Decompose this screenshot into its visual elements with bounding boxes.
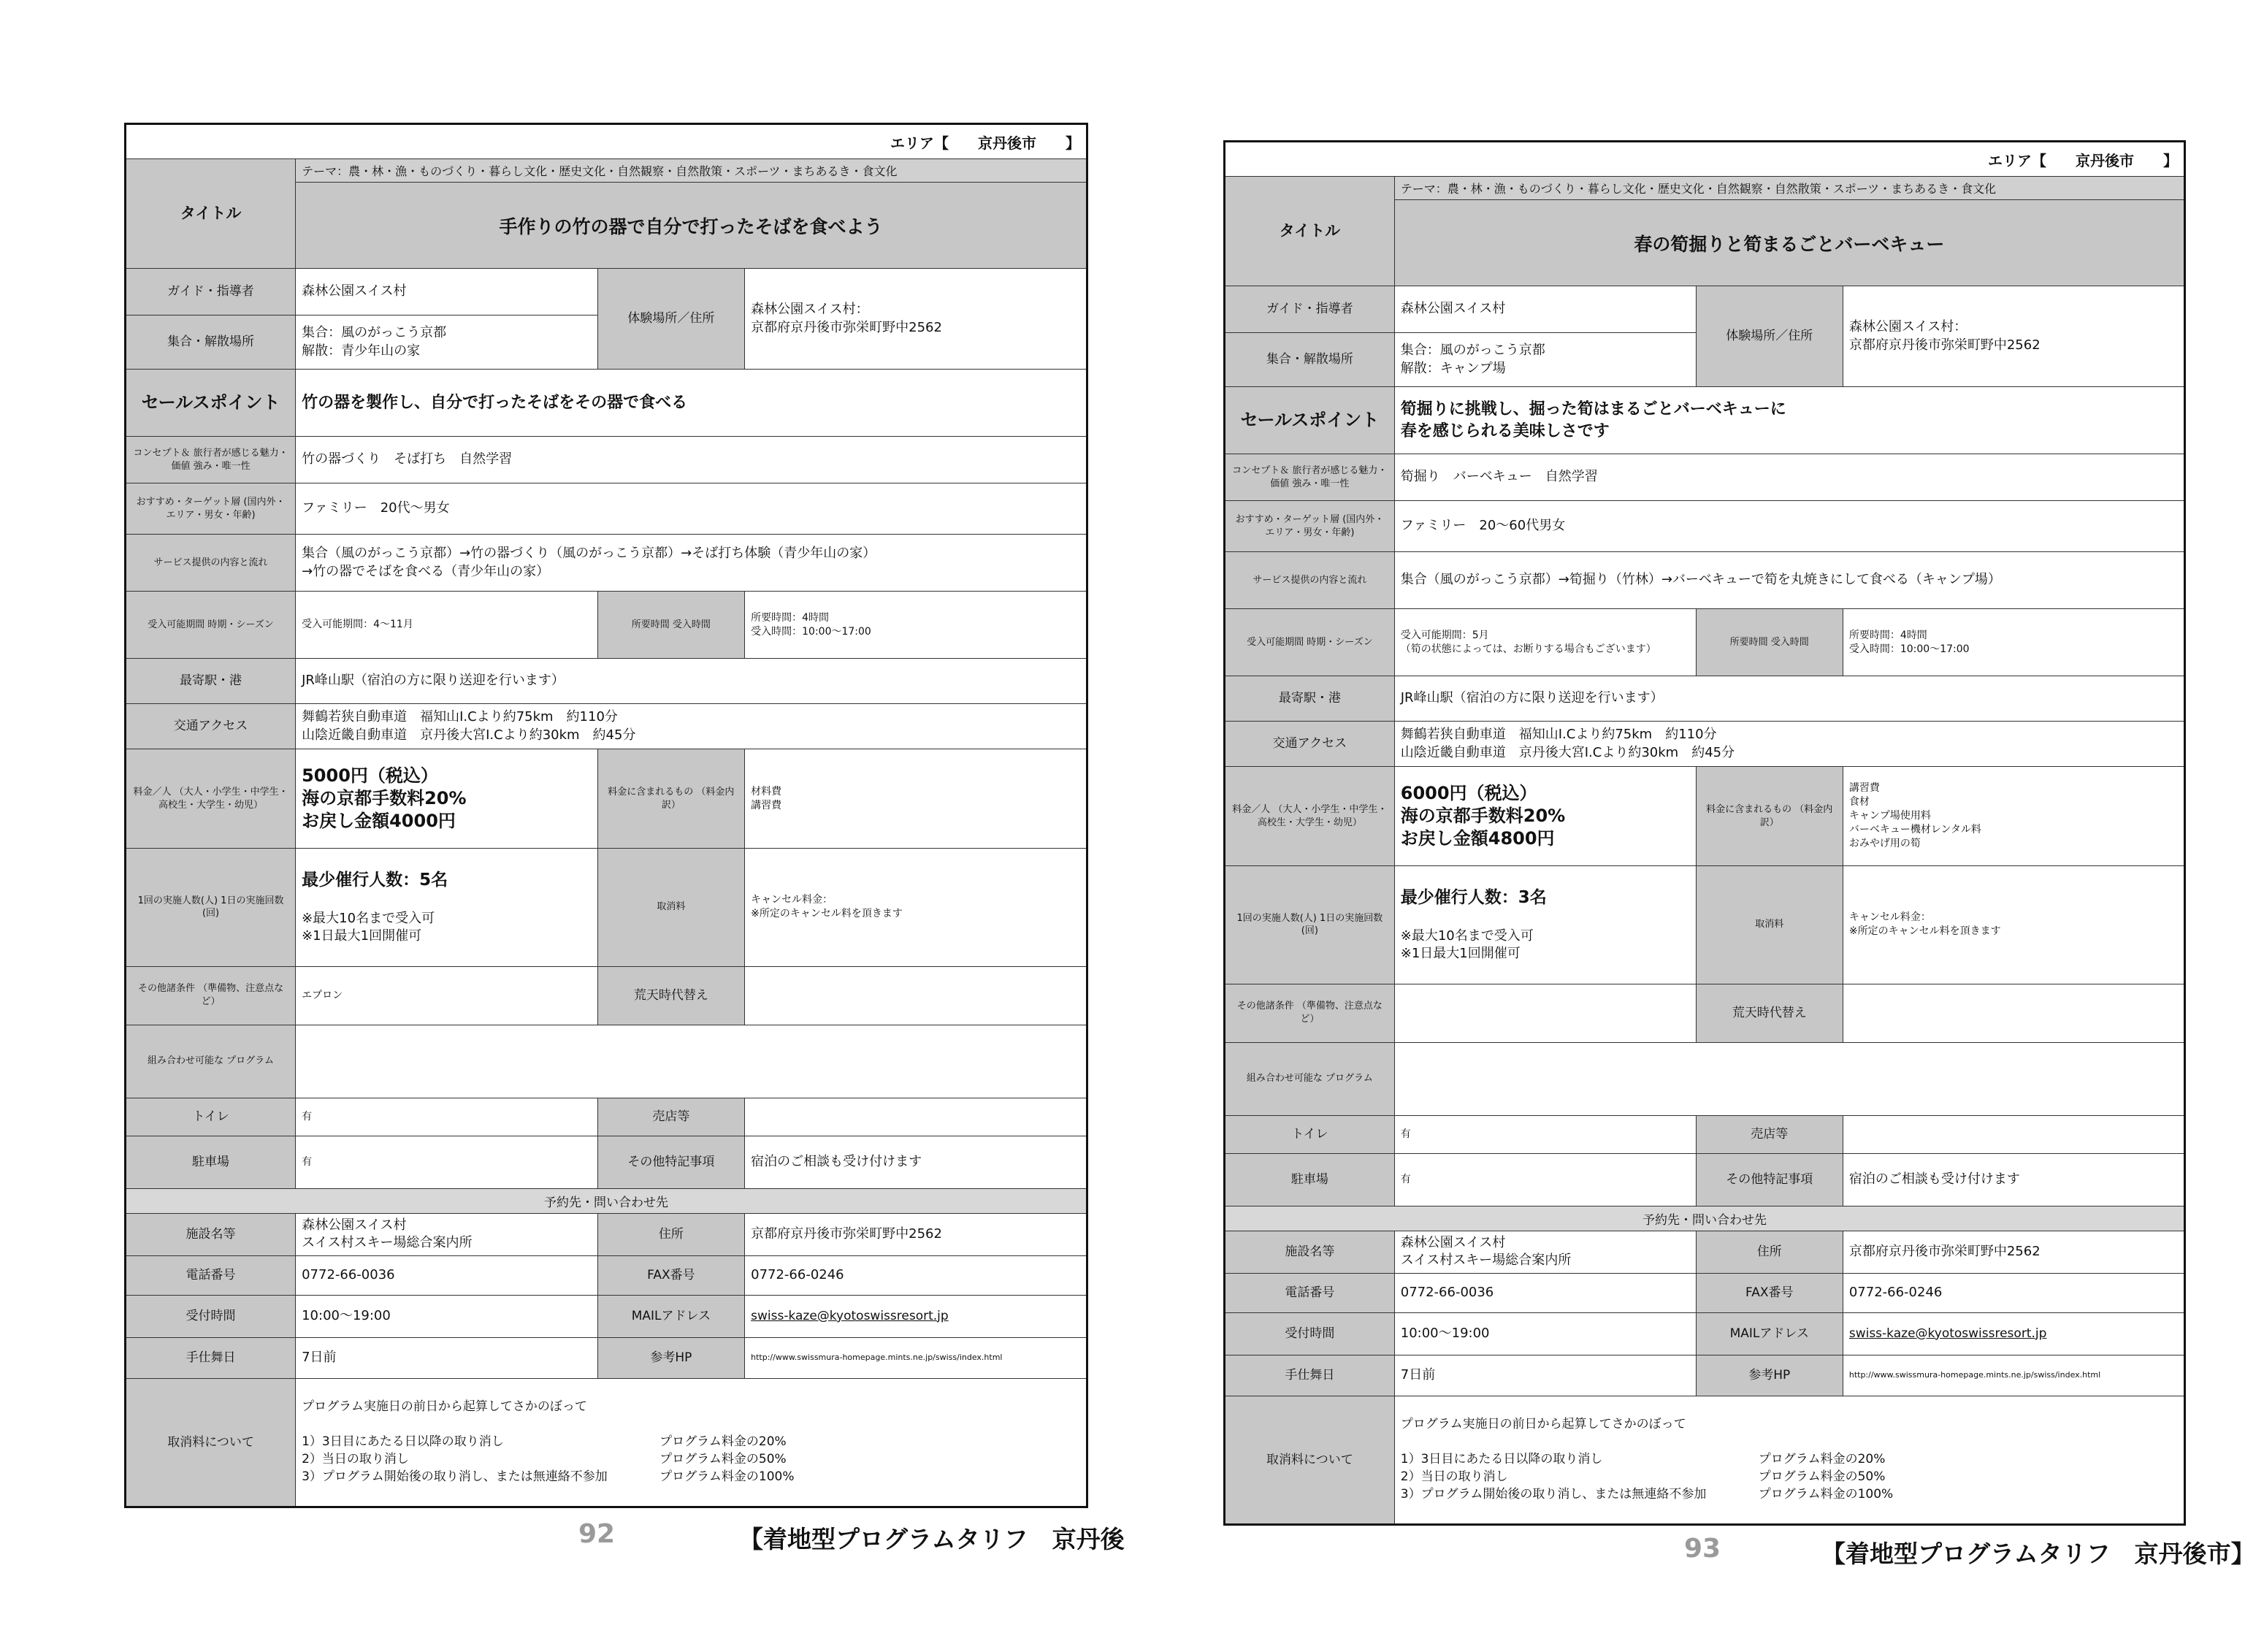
address-value: 京都府京丹後市弥栄町野中2562 [1843,1231,2184,1273]
rain-value [745,966,1087,1025]
concept-value: 筍掘り バーベキュー 自然学習 [1394,454,2184,501]
tariff-form [124,123,1088,1508]
title-label: タイトル [126,159,296,269]
mail-label: MAILアドレス [1696,1312,1843,1355]
tariff-form [1223,140,2186,1526]
includes-value: 材料費 講習費 [745,749,1087,849]
hp-link[interactable]: http://www.swissmura-homepage.mints.ne.jp/swiss/index.html [745,1337,1087,1378]
target-label: おすすめ・ターゲット層 (国内外・エリア・男女・年齢) [126,483,296,535]
combo-label: 組み合わせ可能な プログラム [126,1025,296,1098]
rain-label: 荒天時代替え [597,966,745,1025]
toilet-value: 有 [296,1098,598,1136]
shop-label: 売店等 [1696,1115,1843,1153]
includes-label: 料金に含まれるもの （料金内訳） [597,749,745,849]
access-value: 舞鶴若狭自動車道 福知山I.Cより約75km 約110分 山陰近畿自動車道 京丹後大宮I.Cより約30km 約45分 [296,704,1087,749]
address-label: 住所 [1696,1231,1843,1273]
cancel-condition: 1）3日目にあたる日以降の取り消し [302,1434,504,1449]
page-number-left: 92 [578,1519,616,1549]
cancel-rate: プログラム料金の50% [659,1451,787,1466]
sales-label: セールスポイント [126,370,296,437]
people-label: 1回の実施人数(人) 1日の実施回数(回) [126,849,296,967]
cancel-row [1401,1486,2178,1504]
fax-label: FAX番号 [1696,1273,1843,1312]
cancel-policy [296,1378,1087,1507]
cancel-policy [1394,1396,2184,1525]
tel-label: 電話番号 [1225,1273,1395,1312]
station-value: JR峰山駅（宿泊の方に限り送迎を行います） [1394,676,2184,722]
toilet-label: トイレ [126,1098,296,1136]
deadline-label: 手仕舞日 [126,1337,296,1378]
other-value: エプロン [296,966,598,1025]
facility-value: 森林公園スイス村 スイス村スキー場総合案内所 [296,1213,598,1255]
parking-label: 駐車場 [1225,1153,1395,1206]
cancel-intro: プログラム実施日の前日から起算してさかのぼって [1400,1417,1686,1432]
meeting-label: 集合・解散場所 [1225,333,1395,387]
cancel-policy-label: 取消料について [1225,1396,1395,1525]
hours-label: 受付時間 [126,1295,296,1337]
service-label: サービス提供の内容と流れ [1225,552,1395,609]
period-label: 受入可能期間 時期・シーズン [1225,609,1395,676]
cancel-intro: プログラム実施日の前日から起算してさかのぼって [302,1399,587,1415]
address-label: 住所 [597,1213,745,1255]
fee-label: 料金／人 （大人・小学生・中学生・ 高校生・大学生・幼児） [1225,767,1395,866]
fee-value: 6000円（税込） 海の京都手数料20% お戻し金額4800円 [1394,767,1696,866]
fax-label: FAX番号 [597,1255,745,1295]
concept-label: コンセプト＆ 旅行者が感じる魅力・価値 強み・唯一性 [1225,454,1395,501]
cancel-rate: プログラム料金の20% [1758,1451,1886,1466]
place-value: 森林公園スイス村： 京都府京丹後市弥栄町野中2562 [1843,286,2184,387]
cancel-fee-value: キャンセル料金： ※所定のキャンセル料を頂きます [1843,866,2184,984]
mail-label: MAILアドレス [597,1295,745,1337]
cancel-row [302,1434,1080,1451]
people-note: ※最大10名まで受入可 ※1日最大1回開催可 [1400,928,1534,961]
parking-value: 有 [296,1136,598,1188]
special-value: 宿泊のご相談も受け付けます [745,1136,1087,1188]
place-label: 体験場所／住所 [1696,286,1843,387]
cancel-condition: 1）3日目にあたる日以降の取り消し [1400,1451,1603,1466]
guide-value: 森林公園スイス村 [296,269,598,316]
cancel-fee-label: 取消料 [597,849,745,967]
mail-link[interactable]: swiss-kaze@kyotoswissresort.jp [1843,1312,2184,1355]
toilet-value: 有 [1394,1115,1696,1153]
duration-label: 所要時間 受入時間 [1696,609,1843,676]
hours-label: 受付時間 [1225,1312,1395,1355]
cancel-row [1401,1451,2178,1469]
combo-value [296,1025,1087,1098]
cancel-condition: 3）プログラム開始後の取り消し、または無連絡不参加 [302,1469,608,1484]
duration-value: 所要時間：4時間 受入時間：10:00～17:00 [1843,609,2184,676]
page-right [1223,140,2186,1526]
people-min: 最少催行人数：5名 [302,871,448,890]
station-value: JR峰山駅（宿泊の方に限り送迎を行います） [296,659,1087,704]
rain-value [1843,984,2184,1042]
cancel-condition: 3）プログラム開始後の取り消し、または無連絡不参加 [1400,1486,1707,1502]
access-label: 交通アクセス [1225,722,1395,767]
hp-label: 参考HP [1696,1355,1843,1396]
people-value [296,849,598,967]
period-value: 受入可能期間：4～11月 [296,592,598,659]
other-value [1394,984,1696,1042]
includes-label: 料金に含まれるもの （料金内訳） [1696,767,1843,866]
cancel-condition: 2）当日の取り消し [1400,1469,1508,1484]
contact-header: 予約先・問い合わせ先 [1225,1206,2185,1231]
page-number-right: 93 [1684,1534,1721,1564]
facility-value: 森林公園スイス村 スイス村スキー場総合案内所 [1394,1231,1696,1273]
hours-value: 10:00～19:00 [1394,1312,1696,1355]
service-label: サービス提供の内容と流れ [126,535,296,592]
concept-value: 竹の器づくり そば打ち 自然学習 [296,437,1087,483]
shop-label: 売店等 [597,1098,745,1136]
combo-value [1394,1042,2184,1115]
cancel-rate: プログラム料金の100% [659,1469,795,1484]
access-value: 舞鶴若狭自動車道 福知山I.Cより約75km 約110分 山陰近畿自動車道 京丹後大宮I.Cより約30km 約45分 [1394,722,2184,767]
special-value: 宿泊のご相談も受け付けます [1843,1153,2184,1206]
cancel-row [1401,1469,2178,1486]
fee-value: 5000円（税込） 海の京都手数料20% お戻し金額4000円 [296,749,598,849]
guide-value: 森林公園スイス村 [1394,286,1696,333]
duration-label: 所要時間 受入時間 [597,592,745,659]
theme-list: テーマ：農・林・漁・ものづくり・暮らし文化・歴史文化・自然観察・自然散策・スポーツ・まちあるき・食文化 [1394,177,2184,200]
title-label: タイトル [1225,177,1395,286]
target-value: ファミリー 20～60代男女 [1394,501,2184,552]
cancel-rate: プログラム料金の20% [659,1434,787,1449]
meeting-value: 集合：風のがっこう京都 解散：キャンプ場 [1394,333,1696,387]
other-label: その他諸条件 （準備物、注意点など） [126,966,296,1025]
cancel-rows [1401,1451,2178,1503]
period-label: 受入可能期間 時期・シーズン [126,592,296,659]
facility-label: 施設名等 [126,1213,296,1255]
cancel-fee-label: 取消料 [1696,866,1843,984]
contact-header: 予約先・問い合わせ先 [126,1188,1087,1213]
people-value [1394,866,1696,984]
concept-label: コンセプト＆ 旅行者が感じる魅力・価値 強み・唯一性 [126,437,296,483]
address-value: 京都府京丹後市弥栄町野中2562 [745,1213,1087,1255]
station-label: 最寄駅・港 [1225,676,1395,722]
special-label: その他特記事項 [597,1136,745,1188]
includes-value: 講習費 食材 キャンプ場使用料 バーベキュー機材レンタル料 おみやげ用の筍 [1843,767,2184,866]
tel-label: 電話番号 [126,1255,296,1295]
rain-label: 荒天時代替え [1696,984,1843,1042]
program-title: 春の筍掘りと筍まるごとバーベキュー [1394,200,2184,286]
hp-link[interactable]: http://www.swissmura-homepage.mints.ne.jp/swiss/index.html [1843,1355,2184,1396]
footer-title-left: 【着地型プログラムタリフ 京丹後 [739,1525,1125,1553]
deadline-value: 7日前 [1394,1355,1696,1396]
theme-list: テーマ：農・林・漁・ものづくり・暮らし文化・歴史文化・自然観察・自然散策・スポーツ・まちあるき・食文化 [296,159,1087,183]
cancel-rate: プログラム料金の100% [1758,1486,1894,1502]
deadline-value: 7日前 [296,1337,598,1378]
shop-value [1843,1115,2184,1153]
place-label: 体験場所／住所 [597,269,745,370]
page-left [124,123,1088,1508]
access-label: 交通アクセス [126,704,296,749]
sales-value: 筍掘りに挑戦し、掘った筍はまるごとバーベキューに 春を感じられる美味しさです [1394,387,2184,454]
area-label: エリア【 京丹後市 】 [1225,142,2185,177]
program-title: 手作りの竹の器で自分で打ったそばを食べよう [296,183,1087,269]
shop-value [745,1098,1087,1136]
target-value: ファミリー 20代～男女 [296,483,1087,535]
fax-value: 0772-66-0246 [1843,1273,2184,1312]
footer-title-right: 【着地型プログラムタリフ 京丹後市】 [1821,1540,2255,1568]
guide-label: ガイド・指導者 [1225,286,1395,333]
toilet-label: トイレ [1225,1115,1395,1153]
tel-value: 0772-66-0036 [1394,1273,1696,1312]
fee-label: 料金／人 （大人・小学生・中学生・ 高校生・大学生・幼児） [126,749,296,849]
tel-value: 0772-66-0036 [296,1255,598,1295]
cancel-condition: 2）当日の取り消し [302,1451,409,1466]
station-label: 最寄駅・港 [126,659,296,704]
area-label: エリア【 京丹後市 】 [126,124,1087,159]
people-note: ※最大10名まで受入可 ※1日最大1回開催可 [302,910,435,944]
people-min: 最少催行人数：3名 [1400,888,1547,908]
people-label: 1回の実施人数(人) 1日の実施回数(回) [1225,866,1395,984]
duration-value: 所要時間：4時間 受入時間：10:00～17:00 [745,592,1087,659]
parking-value: 有 [1394,1153,1696,1206]
service-value: 集合（風のがっこう京都）→竹の器づくり（風のがっこう京都）→そば打ち体験（青少年山の家） →竹の器でそばを食べる（青少年山の家） [296,535,1087,592]
special-label: その他特記事項 [1696,1153,1843,1206]
fax-value: 0772-66-0246 [745,1255,1087,1295]
combo-label: 組み合わせ可能な プログラム [1225,1042,1395,1115]
sales-value: 竹の器を製作し、自分で打ったそばをその器で食べる [296,370,1087,437]
cancel-fee-value: キャンセル料金： ※所定のキャンセル料を頂きます [745,849,1087,967]
hours-value: 10:00～19:00 [296,1295,598,1337]
meeting-value: 集合：風のがっこう京都 解散：青少年山の家 [296,316,598,370]
service-value: 集合（風のがっこう京都）→筍掘り（竹林）→バーベキューで筍を丸焼きにして食べる（キャンプ場） [1394,552,2184,609]
period-value: 受入可能期間：5月 （筍の状態によっては、お断りする場合もございます） [1394,609,1696,676]
target-label: おすすめ・ターゲット層 (国内外・エリア・男女・年齢) [1225,501,1395,552]
deadline-label: 手仕舞日 [1225,1355,1395,1396]
sales-label: セールスポイント [1225,387,1395,454]
guide-label: ガイド・指導者 [126,269,296,316]
cancel-rate: プログラム料金の50% [1758,1469,1886,1484]
cancel-policy-label: 取消料について [126,1378,296,1507]
meeting-label: 集合・解散場所 [126,316,296,370]
mail-link[interactable]: swiss-kaze@kyotoswissresort.jp [745,1295,1087,1337]
other-label: その他諸条件 （準備物、注意点など） [1225,984,1395,1042]
place-value: 森林公園スイス村： 京都府京丹後市弥栄町野中2562 [745,269,1087,370]
cancel-rows [302,1434,1080,1485]
hp-label: 参考HP [597,1337,745,1378]
parking-label: 駐車場 [126,1136,296,1188]
cancel-row [302,1451,1080,1469]
facility-label: 施設名等 [1225,1231,1395,1273]
cancel-row [302,1469,1080,1486]
